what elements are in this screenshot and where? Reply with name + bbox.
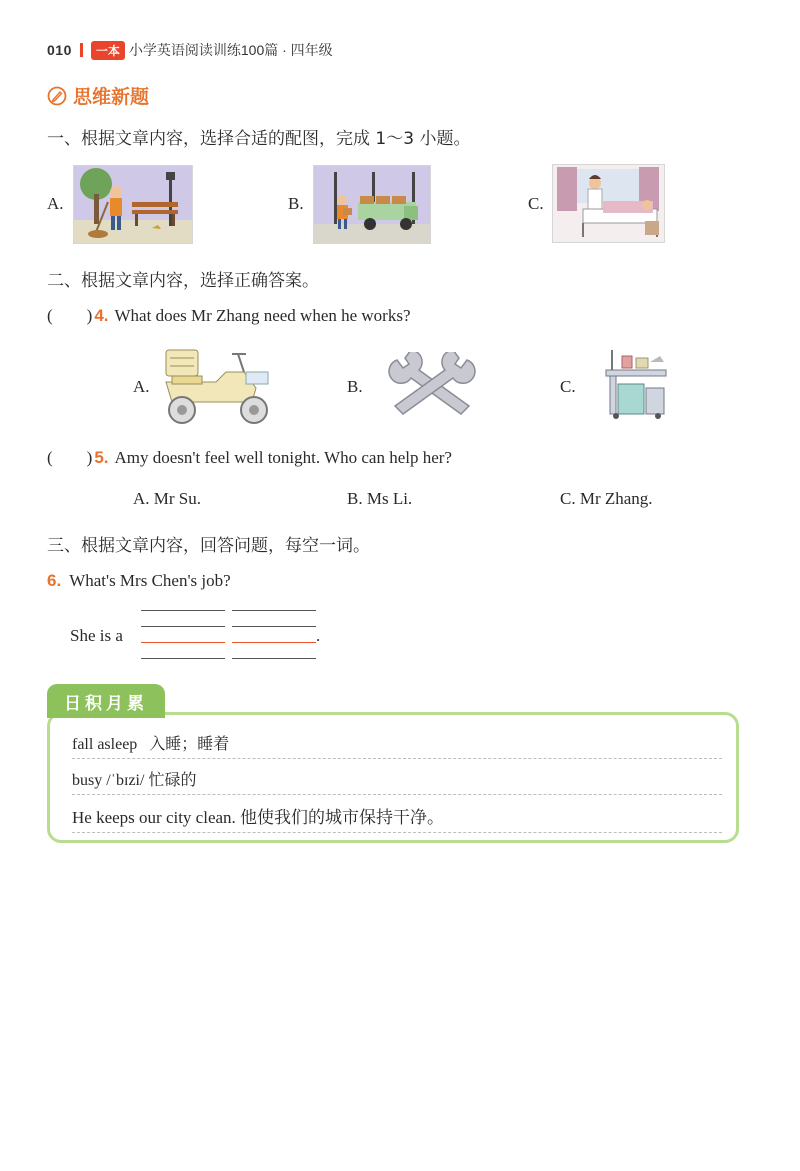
q4-text: What does Mr Zhang need when he works? <box>114 306 411 325</box>
q6-answer-suffix: . <box>316 626 321 645</box>
part2-instruction: 二、根据文章内容，选择正确答案。 <box>47 271 319 291</box>
writing-line <box>141 626 225 627</box>
q4-option-c-label: C. <box>560 377 576 396</box>
header-divider <box>80 43 83 57</box>
wrench-tools-image <box>385 352 480 422</box>
writing-line <box>232 626 316 627</box>
answer-blank-1[interactable] <box>141 642 225 643</box>
q5-number: 5. <box>94 448 109 467</box>
q4-option-b-label: B. <box>347 377 363 396</box>
q5-option-c: C. Mr Zhang. <box>560 489 653 508</box>
q6-text: What's Mrs Chen's job? <box>69 571 231 590</box>
part1-option-c-label: C. <box>528 194 544 213</box>
part1-option-b-label: B. <box>288 194 304 213</box>
question-6 <box>47 571 231 591</box>
part1-instruction: 一、根据文章内容，选择合适的配图，完成 1～3 小题。 <box>47 129 471 149</box>
q5-option-b: B. Ms Li. <box>347 489 413 508</box>
writing-line <box>141 658 225 659</box>
writing-line <box>141 610 225 611</box>
part3-instruction: 三、根据文章内容，回答问题，每空一词。 <box>47 536 370 556</box>
delivery-truck-street-image <box>313 165 431 244</box>
answer-blank-2[interactable] <box>232 642 316 643</box>
q5-text: Amy doesn't feel well tonight. Who can help her? <box>114 448 452 467</box>
cleaning-cart-image <box>600 348 670 420</box>
question-4 <box>47 306 411 326</box>
q5-option-a: A. Mr Su. <box>133 489 202 508</box>
q4-answer-paren[interactable]: ( ) <box>47 306 93 325</box>
part1-option-a-label: A. <box>47 194 64 213</box>
question-5 <box>47 448 452 468</box>
writing-line <box>232 610 316 611</box>
section-heading <box>47 82 149 109</box>
vocab-row-3: He keeps our city clean. 他使我们的城市保持干净。 <box>72 803 722 833</box>
vocab-tag: 日积月累 <box>47 684 165 718</box>
q6-number: 6. <box>47 571 62 590</box>
book-title: 小学英语阅读训练100篇 · 四年级 <box>128 42 333 58</box>
page-header <box>47 40 333 60</box>
page-number: 010 <box>47 42 72 58</box>
q4-number: 4. <box>94 306 109 325</box>
q4-option-a-label: A. <box>133 377 150 396</box>
book-logo: 一本 <box>91 41 125 60</box>
street-sweeper-park-bench-image <box>73 165 193 244</box>
vocab-row-1: fall asleep 入睡；睡着 <box>72 731 722 759</box>
q6-answer-prefix: She is a <box>70 626 123 645</box>
brain-pencil-icon <box>47 86 67 106</box>
vocab-row-2: busy /ˈbɪzi/ 忙碌的 <box>72 767 722 795</box>
nurse-hospital-bed-image <box>552 164 665 243</box>
q5-answer-paren[interactable]: ( ) <box>47 448 93 467</box>
section-title: 思维新题 <box>73 87 150 108</box>
delivery-scooter-image <box>158 348 273 426</box>
writing-line <box>232 658 316 659</box>
